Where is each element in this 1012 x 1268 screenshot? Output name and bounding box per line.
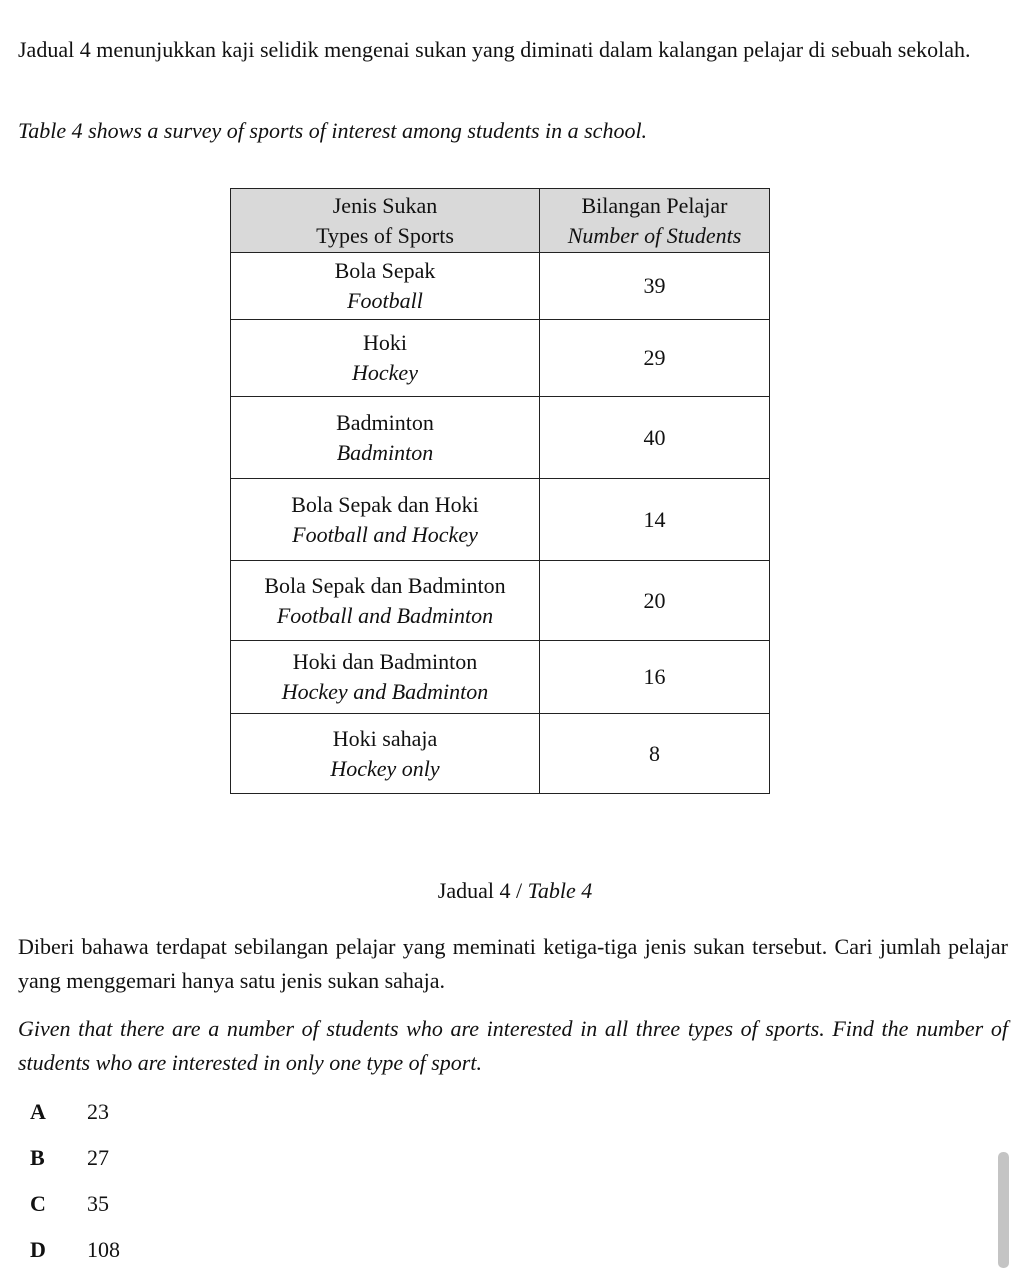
sport-malay: Hoki dan Badminton (292, 649, 478, 674)
sports-survey-table (230, 188, 770, 794)
caption-malay: Jadual 4 (437, 878, 511, 903)
header-count-malay: Bilangan Pelajar (581, 192, 728, 218)
table-header-row (231, 189, 770, 253)
answer-option-c[interactable] (30, 1189, 109, 1219)
option-letter: C (30, 1191, 46, 1216)
table-row (231, 397, 770, 479)
sport-malay: Hoki sahaja (332, 725, 438, 751)
sport-malay: Bola Sepak (334, 258, 436, 283)
count-cell: 39 (540, 253, 770, 320)
sport-cell (231, 253, 540, 320)
option-letter: A (30, 1099, 46, 1124)
count-cell: 16 (540, 641, 770, 714)
sport-cell (231, 479, 540, 561)
sport-cell (231, 320, 540, 397)
option-value: 23 (87, 1099, 109, 1124)
sport-cell (231, 714, 540, 794)
caption-separator: / (510, 878, 528, 903)
count-cell: 20 (540, 561, 770, 641)
answer-option-a[interactable] (30, 1097, 109, 1127)
table-row (231, 253, 770, 320)
header-sport-english: Types of Sports (316, 222, 454, 248)
sport-english: Football and Badminton (276, 602, 494, 628)
header-count-english: Number of Students (567, 222, 742, 248)
sport-english: Football (347, 288, 423, 313)
table-row (231, 561, 770, 641)
vertical-scrollbar[interactable] (998, 1152, 1009, 1268)
sport-cell (231, 397, 540, 479)
count-cell: 29 (540, 320, 770, 397)
caption-english: Table 4 (527, 878, 593, 903)
intro-english-text: Table 4 shows a survey of sports of interest among students in a school. (18, 118, 648, 143)
table-caption (0, 876, 1012, 906)
sport-cell (231, 561, 540, 641)
count-cell: 40 (540, 397, 770, 479)
sport-english: Hockey and Badminton (281, 679, 489, 704)
sport-malay: Bola Sepak dan Badminton (264, 572, 506, 598)
sport-english: Hockey only (330, 755, 440, 781)
question-english-text: Given that there are a number of students who are interested in all three types of sports. Find the number of students who are interested in only one type of sport. (18, 1016, 1008, 1075)
sport-english: Hockey (352, 360, 418, 385)
table-row (231, 479, 770, 561)
table-row (231, 714, 770, 794)
header-sport-malay: Jenis Sukan (332, 192, 438, 218)
sport-malay: Badminton (336, 409, 434, 435)
sport-malay: Bola Sepak dan Hoki (291, 491, 479, 517)
question-malay-text: Diberi bahawa terdapat sebilangan pelajar yang meminati ketiga-tiga jenis sukan tersebut. Cari jumlah pelajar yang menggemari hanya satu jenis sukan sahaja. (18, 934, 1008, 993)
table-row (231, 320, 770, 397)
header-sport-type (231, 189, 540, 253)
count-cell: 14 (540, 479, 770, 561)
option-value: 35 (87, 1191, 109, 1216)
sport-malay: Hoki (363, 330, 407, 355)
option-value: 108 (87, 1237, 120, 1262)
sport-cell (231, 641, 540, 714)
intro-malay-text: Jadual 4 menunjukkan kaji selidik mengenai sukan yang diminati dalam kalangan pelajar di sebuah sekolah. (18, 37, 971, 62)
answer-option-d[interactable] (30, 1235, 120, 1265)
option-value: 27 (87, 1145, 109, 1170)
option-letter: B (30, 1145, 45, 1170)
sport-english: Badminton (336, 439, 434, 465)
sport-english: Football and Hockey (292, 521, 478, 547)
count-cell: 8 (540, 714, 770, 794)
answer-option-b[interactable] (30, 1143, 109, 1173)
option-letter: D (30, 1237, 46, 1262)
table-row (231, 641, 770, 714)
header-student-count (540, 189, 770, 253)
